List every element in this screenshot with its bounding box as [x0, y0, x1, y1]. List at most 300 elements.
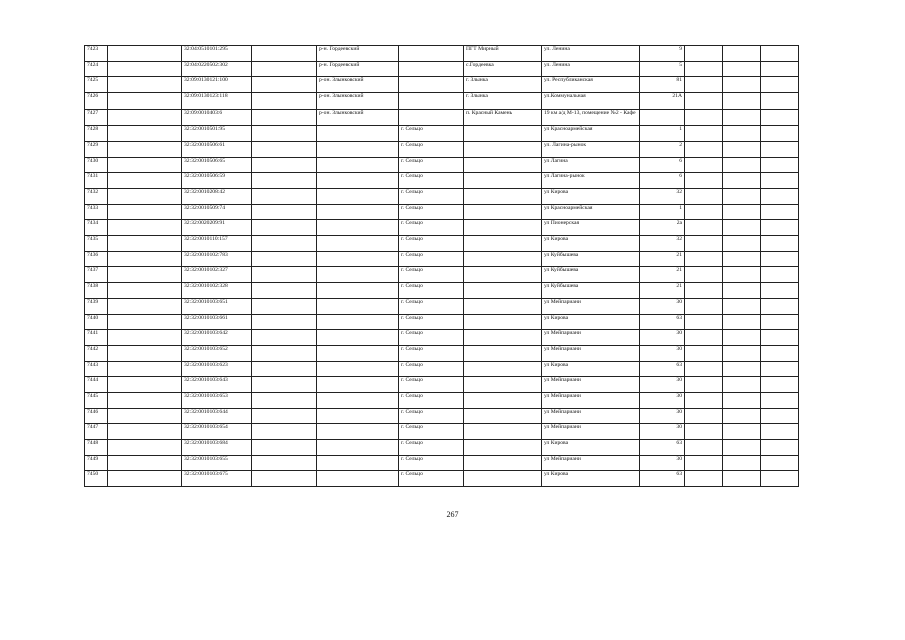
- district-cell: [317, 424, 399, 440]
- blank-cell: [108, 157, 182, 173]
- blank-cell: [685, 314, 723, 330]
- blank-cell: [761, 408, 799, 424]
- blank-cell: [761, 46, 799, 62]
- settlement-cell: [464, 126, 542, 142]
- table-row: [85, 392, 799, 408]
- row-number-cell: 7443: [85, 361, 108, 377]
- blank-cell: [685, 93, 723, 110]
- district-cell: р-н. Гордеевский: [317, 61, 399, 77]
- settlement-cell: [464, 157, 542, 173]
- cadastral-number-cell: 32:32:0010506:59: [182, 173, 252, 189]
- blank-cell: [685, 424, 723, 440]
- district-cell: [317, 283, 399, 299]
- cadastral-number-cell: 32:32:0010103:644: [182, 408, 252, 424]
- blank-cell: [723, 408, 761, 424]
- cadastral-number-cell: 32:32:0010103:655: [182, 455, 252, 471]
- row-number-cell: 7432: [85, 189, 108, 205]
- blank-cell: [723, 361, 761, 377]
- settlement-cell: г. Злынка: [464, 93, 542, 110]
- blank-cell: [761, 298, 799, 314]
- district-cell: [317, 204, 399, 220]
- blank-cell: [252, 330, 317, 346]
- row-number-cell: 7424: [85, 61, 108, 77]
- blank-cell: [108, 109, 182, 126]
- blank-cell: [723, 126, 761, 142]
- settlement-cell: [464, 204, 542, 220]
- table-row: [85, 220, 799, 236]
- city-cell: [399, 46, 464, 62]
- house-number-cell: 32: [640, 236, 685, 252]
- city-cell: г. Сельцо: [399, 141, 464, 157]
- district-cell: р-н. Гордеевский: [317, 46, 399, 62]
- blank-cell: [108, 345, 182, 361]
- city-cell: г. Сельцо: [399, 361, 464, 377]
- city-cell: г. Сельцо: [399, 157, 464, 173]
- blank-cell: [723, 314, 761, 330]
- table-row: [85, 46, 799, 62]
- table-row: [85, 61, 799, 77]
- house-number-cell: 32: [640, 189, 685, 205]
- blank-cell: [252, 220, 317, 236]
- blank-cell: [685, 46, 723, 62]
- city-cell: г. Сельцо: [399, 283, 464, 299]
- street-cell: ул Пионерская: [542, 220, 640, 236]
- cadastral-number-cell: 32:32:0010208:42: [182, 189, 252, 205]
- city-cell: г. Сельцо: [399, 126, 464, 142]
- city-cell: г. Сельцо: [399, 251, 464, 267]
- blank-cell: [723, 392, 761, 408]
- row-number-cell: 7428: [85, 126, 108, 142]
- row-number-cell: 7439: [85, 298, 108, 314]
- blank-cell: [685, 283, 723, 299]
- district-cell: [317, 471, 399, 487]
- row-number-cell: 7430: [85, 157, 108, 173]
- table-row: [85, 236, 799, 252]
- blank-cell: [685, 377, 723, 393]
- blank-cell: [723, 471, 761, 487]
- blank-cell: [723, 109, 761, 126]
- table-row: [85, 109, 799, 126]
- blank-cell: [685, 220, 723, 236]
- table-row: [85, 455, 799, 471]
- blank-cell: [252, 361, 317, 377]
- cadastral-number-cell: 32:32:0010103:642: [182, 330, 252, 346]
- house-number-cell: 2: [640, 141, 685, 157]
- blank-cell: [761, 157, 799, 173]
- blank-cell: [108, 141, 182, 157]
- table-row: [85, 141, 799, 157]
- house-number-cell: 2а: [640, 220, 685, 236]
- blank-cell: [761, 361, 799, 377]
- blank-cell: [252, 109, 317, 126]
- city-cell: г. Сельцо: [399, 392, 464, 408]
- city-cell: г. Сельцо: [399, 267, 464, 283]
- blank-cell: [685, 236, 723, 252]
- settlement-cell: п. Красный Камень: [464, 109, 542, 126]
- blank-cell: [252, 345, 317, 361]
- blank-cell: [108, 455, 182, 471]
- settlement-cell: [464, 377, 542, 393]
- cadastral-number-cell: 32:32:0010102:328: [182, 283, 252, 299]
- city-cell: г. Сельцо: [399, 424, 464, 440]
- blank-cell: [252, 298, 317, 314]
- blank-cell: [108, 46, 182, 62]
- city-cell: г. Сельцо: [399, 345, 464, 361]
- settlement-cell: с.Гордеевка: [464, 61, 542, 77]
- cadastral-number-cell: 32:32:0010506:65: [182, 157, 252, 173]
- cadastral-number-cell: 32:09:0010403:6: [182, 109, 252, 126]
- blank-cell: [108, 330, 182, 346]
- district-cell: [317, 408, 399, 424]
- blank-cell: [685, 157, 723, 173]
- blank-cell: [761, 109, 799, 126]
- table-row: [85, 361, 799, 377]
- blank-cell: [252, 267, 317, 283]
- street-cell: ул Красноармейская: [542, 126, 640, 142]
- blank-cell: [252, 61, 317, 77]
- blank-cell: [252, 93, 317, 110]
- house-number-cell: 21: [640, 267, 685, 283]
- cadastral-number-cell: 32:32:0010103:653: [182, 392, 252, 408]
- blank-cell: [761, 173, 799, 189]
- house-number-cell: 21: [640, 283, 685, 299]
- blank-cell: [252, 126, 317, 142]
- blank-cell: [761, 330, 799, 346]
- settlement-cell: [464, 345, 542, 361]
- blank-cell: [761, 141, 799, 157]
- blank-cell: [685, 330, 723, 346]
- table-row: [85, 330, 799, 346]
- street-cell: ул Лагина: [542, 157, 640, 173]
- settlement-cell: ПГТ Мирный: [464, 46, 542, 62]
- settlement-cell: [464, 141, 542, 157]
- house-number-cell: 63: [640, 314, 685, 330]
- blank-cell: [108, 267, 182, 283]
- city-cell: г. Сельцо: [399, 314, 464, 330]
- blank-cell: [685, 61, 723, 77]
- city-cell: г. Сельцо: [399, 440, 464, 456]
- blank-cell: [723, 267, 761, 283]
- row-number-cell: 7437: [85, 267, 108, 283]
- cadastral-number-cell: 32:32:0010103:684: [182, 440, 252, 456]
- blank-cell: [723, 345, 761, 361]
- district-cell: р-он. Злынковский: [317, 77, 399, 93]
- blank-cell: [108, 61, 182, 77]
- blank-cell: [685, 455, 723, 471]
- table-row: [85, 345, 799, 361]
- settlement-cell: [464, 267, 542, 283]
- cadastral-number-cell: 32:32:0010501:95: [182, 126, 252, 142]
- settlement-cell: [464, 189, 542, 205]
- blank-cell: [761, 424, 799, 440]
- street-cell: ул Мейпариани: [542, 424, 640, 440]
- blank-cell: [685, 189, 723, 205]
- blank-cell: [761, 77, 799, 93]
- district-cell: [317, 251, 399, 267]
- blank-cell: [723, 440, 761, 456]
- page-number: 267: [446, 510, 459, 519]
- blank-cell: [761, 93, 799, 110]
- city-cell: г. Сельцо: [399, 471, 464, 487]
- house-number-cell: 30: [640, 392, 685, 408]
- row-number-cell: 7436: [85, 251, 108, 267]
- cadastral-number-cell: 32:32:0020209:91: [182, 220, 252, 236]
- street-cell: ул. Ленина: [542, 46, 640, 62]
- blank-cell: [685, 77, 723, 93]
- blank-cell: [723, 93, 761, 110]
- street-cell: ул Мейпариани: [542, 377, 640, 393]
- district-cell: [317, 330, 399, 346]
- blank-cell: [108, 283, 182, 299]
- settlement-cell: [464, 236, 542, 252]
- table-row: [85, 314, 799, 330]
- cadastral-number-cell: 32:32:0010103:661: [182, 314, 252, 330]
- blank-cell: [685, 298, 723, 314]
- blank-cell: [252, 314, 317, 330]
- cadastral-number-cell: 32:09:0130123:118: [182, 93, 252, 110]
- row-number-cell: 7431: [85, 173, 108, 189]
- table-row: [85, 189, 799, 205]
- blank-cell: [761, 440, 799, 456]
- cadastral-number-cell: 32:32:0010103:651: [182, 298, 252, 314]
- row-number-cell: 7444: [85, 377, 108, 393]
- blank-cell: [761, 283, 799, 299]
- street-cell: ул Мейпариани: [542, 298, 640, 314]
- blank-cell: [108, 77, 182, 93]
- house-number-cell: 63: [640, 440, 685, 456]
- city-cell: г. Сельцо: [399, 408, 464, 424]
- house-number-cell: 63: [640, 471, 685, 487]
- cadastral-number-cell: 32:32:0010103:643: [182, 377, 252, 393]
- blank-cell: [252, 377, 317, 393]
- blank-cell: [723, 455, 761, 471]
- street-cell: 19 км а/д М-13, помещение №2 - Кафе: [542, 109, 640, 126]
- row-number-cell: 7435: [85, 236, 108, 252]
- street-cell: ул.Коммунальная: [542, 93, 640, 110]
- blank-cell: [108, 93, 182, 110]
- street-cell: ул. Республиканская: [542, 77, 640, 93]
- blank-cell: [252, 189, 317, 205]
- blank-cell: [761, 314, 799, 330]
- blank-cell: [252, 141, 317, 157]
- blank-cell: [761, 189, 799, 205]
- cadastral-number-cell: 32:32:0010103:654: [182, 424, 252, 440]
- blank-cell: [723, 141, 761, 157]
- cadastral-number-cell: 32:32:0010509:74: [182, 204, 252, 220]
- blank-cell: [761, 251, 799, 267]
- blank-cell: [108, 392, 182, 408]
- blank-cell: [761, 471, 799, 487]
- row-number-cell: 7425: [85, 77, 108, 93]
- city-cell: г. Сельцо: [399, 189, 464, 205]
- house-number-cell: 1: [640, 204, 685, 220]
- blank-cell: [685, 471, 723, 487]
- row-number-cell: 7434: [85, 220, 108, 236]
- house-number-cell: 63: [640, 361, 685, 377]
- settlement-cell: [464, 314, 542, 330]
- settlement-cell: [464, 424, 542, 440]
- table-row: [85, 267, 799, 283]
- table-row: [85, 408, 799, 424]
- city-cell: г. Сельцо: [399, 173, 464, 189]
- settlement-cell: [464, 361, 542, 377]
- blank-cell: [108, 361, 182, 377]
- city-cell: г. Сельцо: [399, 204, 464, 220]
- blank-cell: [108, 204, 182, 220]
- blank-cell: [685, 440, 723, 456]
- blank-cell: [723, 173, 761, 189]
- house-number-cell: 9: [640, 46, 685, 62]
- blank-cell: [685, 204, 723, 220]
- blank-cell: [252, 424, 317, 440]
- district-cell: [317, 189, 399, 205]
- house-number-cell: 6: [640, 157, 685, 173]
- street-cell: ул Кирова: [542, 440, 640, 456]
- blank-cell: [252, 251, 317, 267]
- settlement-cell: [464, 440, 542, 456]
- blank-cell: [685, 361, 723, 377]
- row-number-cell: 7429: [85, 141, 108, 157]
- blank-cell: [108, 424, 182, 440]
- table-row: [85, 298, 799, 314]
- table-row: [85, 157, 799, 173]
- row-number-cell: 7445: [85, 392, 108, 408]
- blank-cell: [108, 189, 182, 205]
- table-row: [85, 471, 799, 487]
- city-cell: г. Сельцо: [399, 455, 464, 471]
- blank-cell: [108, 377, 182, 393]
- cadastral-number-cell: 32:09:0130121:100: [182, 77, 252, 93]
- cadastral-number-cell: 32:32:0010103:652: [182, 345, 252, 361]
- settlement-cell: [464, 251, 542, 267]
- blank-cell: [685, 173, 723, 189]
- settlement-cell: [464, 471, 542, 487]
- registry-body: [85, 46, 799, 487]
- cadastral-number-cell: 32:32:0010102:783: [182, 251, 252, 267]
- settlement-cell: [464, 392, 542, 408]
- blank-cell: [108, 126, 182, 142]
- house-number-cell: 30: [640, 408, 685, 424]
- blank-cell: [685, 126, 723, 142]
- city-cell: [399, 77, 464, 93]
- street-cell: ул Куйбышева: [542, 267, 640, 283]
- district-cell: [317, 377, 399, 393]
- street-cell: ул Кирова: [542, 314, 640, 330]
- settlement-cell: [464, 283, 542, 299]
- street-cell: ул. Лагина-рынок: [542, 141, 640, 157]
- city-cell: г. Сельцо: [399, 377, 464, 393]
- cadastral-number-cell: 32:32:0010102:327: [182, 267, 252, 283]
- city-cell: г. Сельцо: [399, 330, 464, 346]
- blank-cell: [723, 46, 761, 62]
- blank-cell: [252, 408, 317, 424]
- table-row: [85, 440, 799, 456]
- blank-cell: [685, 109, 723, 126]
- district-cell: [317, 455, 399, 471]
- blank-cell: [252, 392, 317, 408]
- blank-cell: [761, 377, 799, 393]
- cadastral-number-cell: 32:32:0010110:157: [182, 236, 252, 252]
- blank-cell: [685, 392, 723, 408]
- table-row: [85, 77, 799, 93]
- row-number-cell: 7426: [85, 93, 108, 110]
- blank-cell: [761, 455, 799, 471]
- blank-cell: [723, 77, 761, 93]
- district-cell: [317, 267, 399, 283]
- blank-cell: [108, 471, 182, 487]
- blank-cell: [685, 408, 723, 424]
- house-number-cell: 5: [640, 61, 685, 77]
- district-cell: [317, 314, 399, 330]
- row-number-cell: 7449: [85, 455, 108, 471]
- house-number-cell: [640, 109, 685, 126]
- house-number-cell: 6: [640, 173, 685, 189]
- blank-cell: [761, 392, 799, 408]
- blank-cell: [108, 408, 182, 424]
- blank-cell: [252, 157, 317, 173]
- blank-cell: [252, 77, 317, 93]
- blank-cell: [761, 345, 799, 361]
- blank-cell: [761, 236, 799, 252]
- blank-cell: [723, 157, 761, 173]
- street-cell: ул Мейпариани: [542, 408, 640, 424]
- house-number-cell: 21: [640, 251, 685, 267]
- blank-cell: [723, 298, 761, 314]
- blank-cell: [761, 61, 799, 77]
- cadastral-number-cell: 32:04:0220502:302: [182, 61, 252, 77]
- street-cell: ул Кирова: [542, 471, 640, 487]
- house-number-cell: 1: [640, 126, 685, 142]
- blank-cell: [108, 298, 182, 314]
- street-cell: ул Кирова: [542, 189, 640, 205]
- street-cell: ул Мейпариани: [542, 455, 640, 471]
- street-cell: ул Кирова: [542, 236, 640, 252]
- city-cell: [399, 109, 464, 126]
- blank-cell: [108, 314, 182, 330]
- table-row: [85, 424, 799, 440]
- blank-cell: [252, 471, 317, 487]
- house-number-cell: 30: [640, 377, 685, 393]
- row-number-cell: 7448: [85, 440, 108, 456]
- blank-cell: [108, 173, 182, 189]
- street-cell: ул Лагина-рынок: [542, 173, 640, 189]
- blank-cell: [723, 283, 761, 299]
- blank-cell: [723, 330, 761, 346]
- district-cell: [317, 173, 399, 189]
- row-number-cell: 7438: [85, 283, 108, 299]
- blank-cell: [723, 204, 761, 220]
- cadastral-number-cell: 32:04:0510101:295: [182, 46, 252, 62]
- table-row: [85, 173, 799, 189]
- row-number-cell: 7423: [85, 46, 108, 62]
- blank-cell: [108, 236, 182, 252]
- city-cell: [399, 61, 464, 77]
- blank-cell: [108, 440, 182, 456]
- district-cell: [317, 440, 399, 456]
- table-row: [85, 126, 799, 142]
- house-number-cell: 30: [640, 345, 685, 361]
- street-cell: ул Куйбышева: [542, 251, 640, 267]
- row-number-cell: 7441: [85, 330, 108, 346]
- row-number-cell: 7427: [85, 109, 108, 126]
- blank-cell: [108, 220, 182, 236]
- house-number-cell: 21А: [640, 93, 685, 110]
- district-cell: [317, 126, 399, 142]
- house-number-cell: 30: [640, 455, 685, 471]
- table-row: [85, 377, 799, 393]
- row-number-cell: 7447: [85, 424, 108, 440]
- table-row: [85, 283, 799, 299]
